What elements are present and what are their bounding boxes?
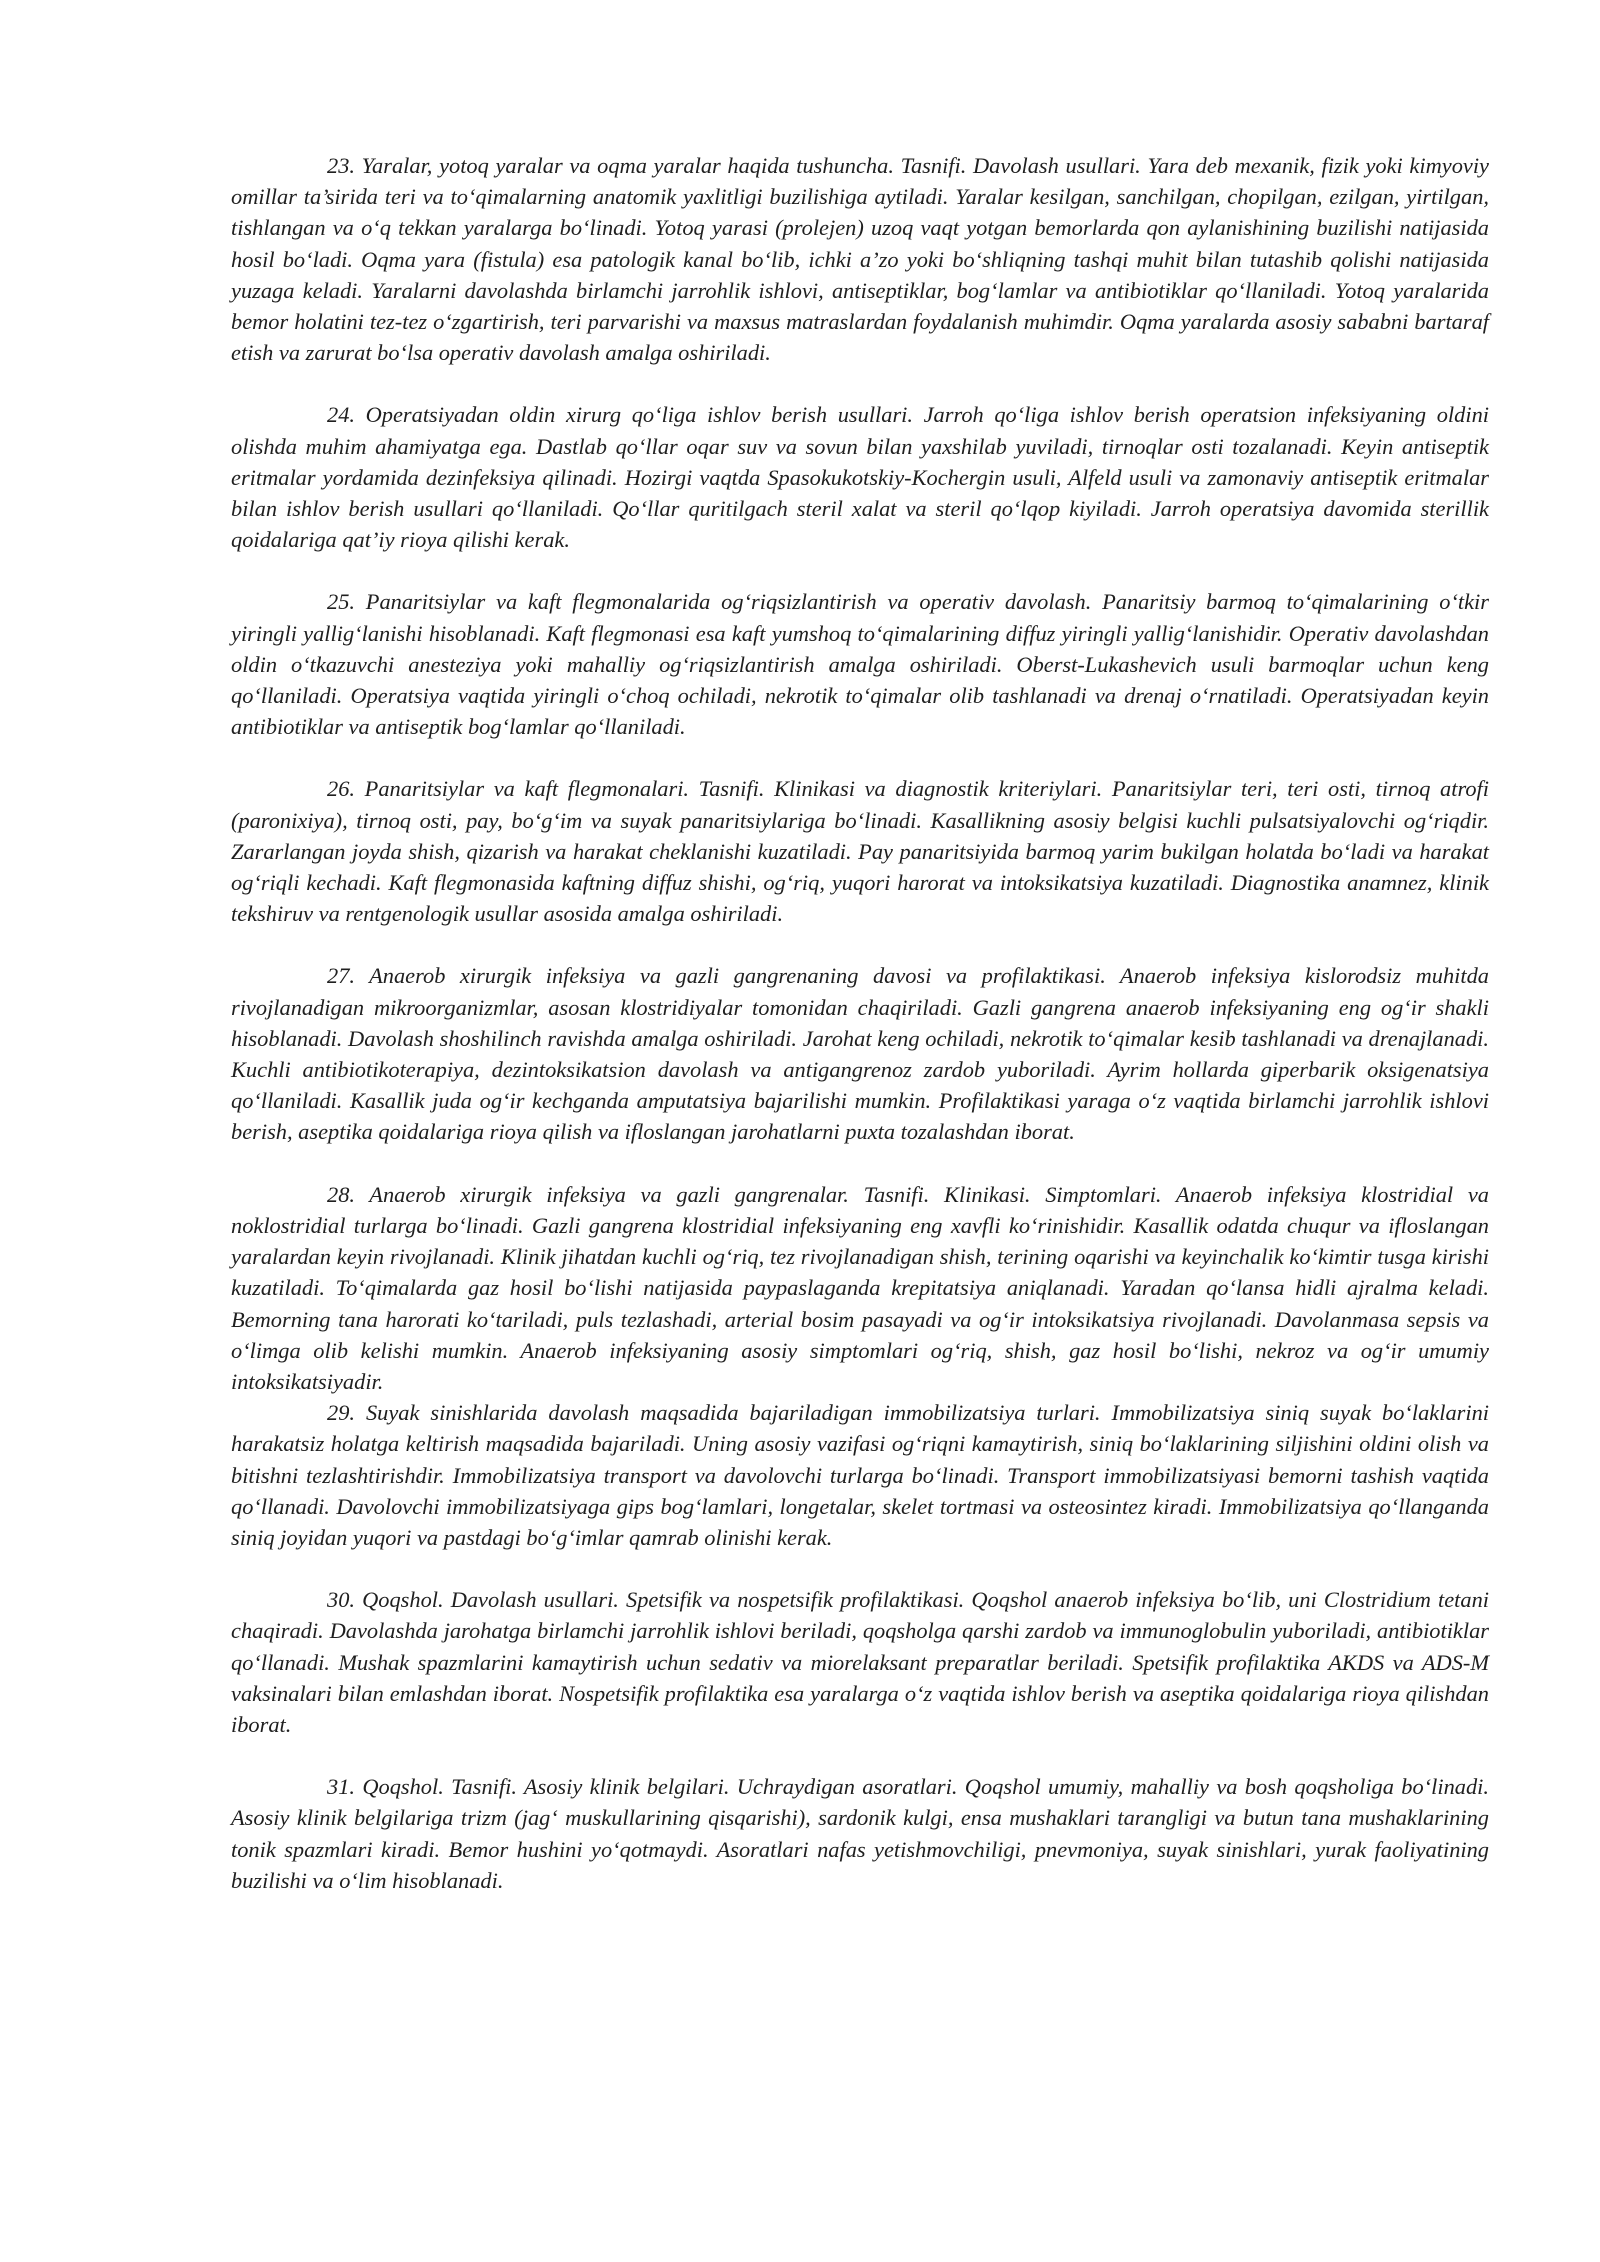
paragraph-23: 23. Yaralar, yotoq yaralar va oqma yaralar haqida tushuncha. Tasnifi. Davolash usullari. Yara deb mexanik, fizik yoki kimyoviy omillar ta’sirida teri va to‘qimalarning anatomik yaxlitligi buzilishiga aytiladi. Yaralar kesilgan, sanchilgan, chopilgan, ezilgan, yirtilgan, tishlangan va o‘q tekkan yaralarga bo‘linadi. Yotoq yarasi (prolejen) uzoq vaqt yotgan bemorlarda qon aylanishining buzilishi natijasida hosil bo‘ladi. Oqma yara (fistula) esa patologik kanal bo‘lib, ichki a’zo yoki bo‘shliqning tashqi muhit bilan tutashib qolishi natijasida yuzaga keladi. Yaralarni davolashda birlamchi jarrohlik ishlovi, antiseptiklar, bog‘lamlar va antibiotiklar qo‘llaniladi. Yotoq yaralarida bemor holatini tez-tez o‘zgartirish, teri parvarishi va maxsus matraslardan foydalanish muhimdir. Oqma yaralarda asosiy sababni bartaraf etish va zarurat bo‘lsa operativ davolash amalga oshiriladi.	[231, 153, 1489, 366]
paragraph-26: 26. Panaritsiylar va kaft flegmonalari. Tasnifi. Klinikasi va diagnostik kriteriylari. Panaritsiylar teri, teri osti, tirnoq atrofi (paronixiya), tirnoq osti, pay, bo‘g‘im va suyak panaritsiylariga bo‘linadi. Kasallikning asosiy belgisi kuchli pulsatsiyalovchi og‘riqdir. Zararlangan joyda shish, qizarish va harakat cheklanishi kuzatiladi. Pay panaritsiyida barmoq yarim bukilgan holatda bo‘ladi va harakat og‘riqli kechadi. Kaft flegmonasida kaftning diffuz shishi, og‘riq, yuqori harorat va intoksikatsiya kuzatiladi. Diagnostika anamnez, klinik tekshiruv va rentgenologik usullar asosida amalga oshiriladi.	[231, 776, 1489, 927]
paragraph-27: 27. Anaerob xirurgik infeksiya va gazli gangrenaning davosi va profilaktikasi. Anaerob infeksiya kislorodsiz muhitda rivojlanadigan mikroorganizmlar, asosan klostridiyalar tomonidan chaqiriladi. Gazli gangrena anaerob infeksiyaning eng og‘ir shakli hisoblanadi. Davolash shoshilinch ravishda amalga oshiriladi. Jarohat keng ochiladi, nekrotik to‘qimalar kesib tashlanadi va drenajlanadi. Kuchli antibiotikoterapiya, dezintoksikatsion davolash va antigangrenoz zardob yuboriladi. Ayrim hollarda giperbarik oksigenatsiya qo‘llaniladi. Kasallik juda og‘ir kechganda amputatsiya bajarilishi mumkin. Profilaktikasi yaraga o‘z vaqtida birlamchi jarrohlik ishlovi berish, aseptika qoidalariga rioya qilish va ifloslangan jarohatlarni puxta tozalashdan iborat.	[231, 963, 1489, 1145]
paragraph-31: 31. Qoqshol. Tasnifi. Asosiy klinik belgilari. Uchraydigan asoratlari. Qoqshol umumiy, mahalliy va bosh qoqsholiga bo‘linadi. Asosiy klinik belgilariga trizm (jag‘ muskullarining qisqarishi), sardonik kulgi, ensa mushaklari tarangligi va butun tana mushaklarining tonik spazmlari kiradi. Bemor hushini yo‘qotmaydi. Asoratlari nafas yetishmovchiligi, pnevmoniya, suyak sinishlari, yurak faoliyatining buzilishi va o‘lim hisoblanadi.	[231, 1774, 1489, 1893]
document-page	[231, 150, 1489, 1896]
paragraph-29: 29. Suyak sinishlarida davolash maqsadida bajariladigan immobilizatsiya turlari. Immobilizatsiya siniq suyak bo‘laklarini harakatsiz holatga keltirish maqsadida bajariladi. Uning asosiy vazifasi og‘riqni kamaytirish, siniq bo‘laklarining siljishini oldini olish va bitishni tezlashtirishdir. Immobilizatsiya transport va davolovchi turlarga bo‘linadi. Transport immobilizatsiyasi bemorni tashish vaqtida qo‘llanadi. Davolovchi immobilizatsiyaga gips bog‘lamlari, longetalar, skelet tortmasi va osteosintez kiradi. Immobilizatsiya qo‘llanganda siniq joyidan yuqori va pastdagi bo‘g‘imlar qamrab olinishi kerak.	[231, 1400, 1489, 1550]
paragraph-28: 28. Anaerob xirurgik infeksiya va gazli gangrenalar. Tasnifi. Klinikasi. Simptomlari. Anaerob infeksiya klostridial va noklostridial turlarga bo‘linadi. Gazli gangrena klostridial infeksiyaning eng xavfli ko‘rinishidir. Kasallik odatda chuqur va ifloslangan yaralardan keyin rivojlanadi. Klinik jihatdan kuchli og‘riq, tez rivojlanadigan shish, terining oqarishi va keyinchalik ko‘kimtir tusga kirishi kuzatiladi. To‘qimalarda gaz hosil bo‘lishi natijasida paypaslaganda krepitatsiya aniqlanadi. Yaradan qo‘lansa hidli ajralma keladi. Bemorning tana harorati ko‘tariladi, puls tezlashadi, arterial bosim pasayadi va og‘ir intoksikatsiya rivojlanadi. Davolanmasa sepsis va o‘limga olib kelishi mumkin. Anaerob infeksiyaning asosiy simptomlari og‘riq, shish, gaz hosil bo‘lishi, nekroz va og‘ir umumiy intoksikatsiyadir.	[231, 1181, 1489, 1394]
paragraph-30: 30. Qoqshol. Davolash usullari. Spetsifik va nospetsifik profilaktikasi. Qoqshol anaerob infeksiya bo‘lib, uni Clostridium tetani chaqiradi. Davolashda jarohatga birlamchi jarrohlik ishlovi beriladi, qoqsholga qarshi zardob va immunoglobulin yuboriladi, antibiotiklar qo‘llanadi. Mushak spazmlarini kamaytirish uchun sedativ va miorelaksant preparatlar beriladi. Spetsifik profilaktika AKDS va ADS-M vaksinalari bilan emlashdan iborat. Nospetsifik profilaktika esa yaralarga o‘z vaqtida ishlov berish va aseptika qoidalariga rioya qilishdan iborat.	[231, 1587, 1489, 1737]
paragraph-24: 24. Operatsiyadan oldin xirurg qo‘liga ishlov berish usullari. Jarroh qo‘liga ishlov berish operatsion infeksiyaning oldini olishda muhim ahamiyatga ega. Dastlab qo‘llar oqar suv va sovun bilan yaxshilab yuviladi, tirnoqlar osti tozalanadi. Keyin antiseptik eritmalar yordamida dezinfeksiya qilinadi. Hozirgi vaqtda Spasokukotskiy-Kochergin usuli, Alfeld usuli va zamonaviy antiseptik eritmalar bilan ishlov berish usullari qo‘llaniladi. Qo‘llar quritilgach steril xalat va steril qo‘lqop kiyiladi. Jarroh operatsiya davomida sterillik qoidalariga qat’iy rioya qilishi kerak.	[231, 402, 1489, 553]
paragraph-25: 25. Panaritsiylar va kaft flegmonalarida og‘riqsizlantirish va operativ davolash. Panaritsiy barmoq to‘qimalarining o‘tkir yiringli yallig‘lanishi hisoblanadi. Kaft flegmonasi esa kaft yumshoq to‘qimalarining diffuz yiringli yallig‘lanishidir. Operativ davolashdan oldin o‘tkazuvchi anesteziya yoki mahalliy og‘riqsizlantirish amalga oshiriladi. Oberst-Lukashevich usuli barmoqlar uchun keng qo‘llaniladi. Operatsiya vaqtida yiringli o‘choq ochiladi, nekrotik to‘qimalar olib tashlanadi va drenaj o‘rnatiladi. Operatsiyadan keyin antibiotiklar va antiseptik bog‘lamlar qo‘llaniladi.	[231, 589, 1489, 740]
